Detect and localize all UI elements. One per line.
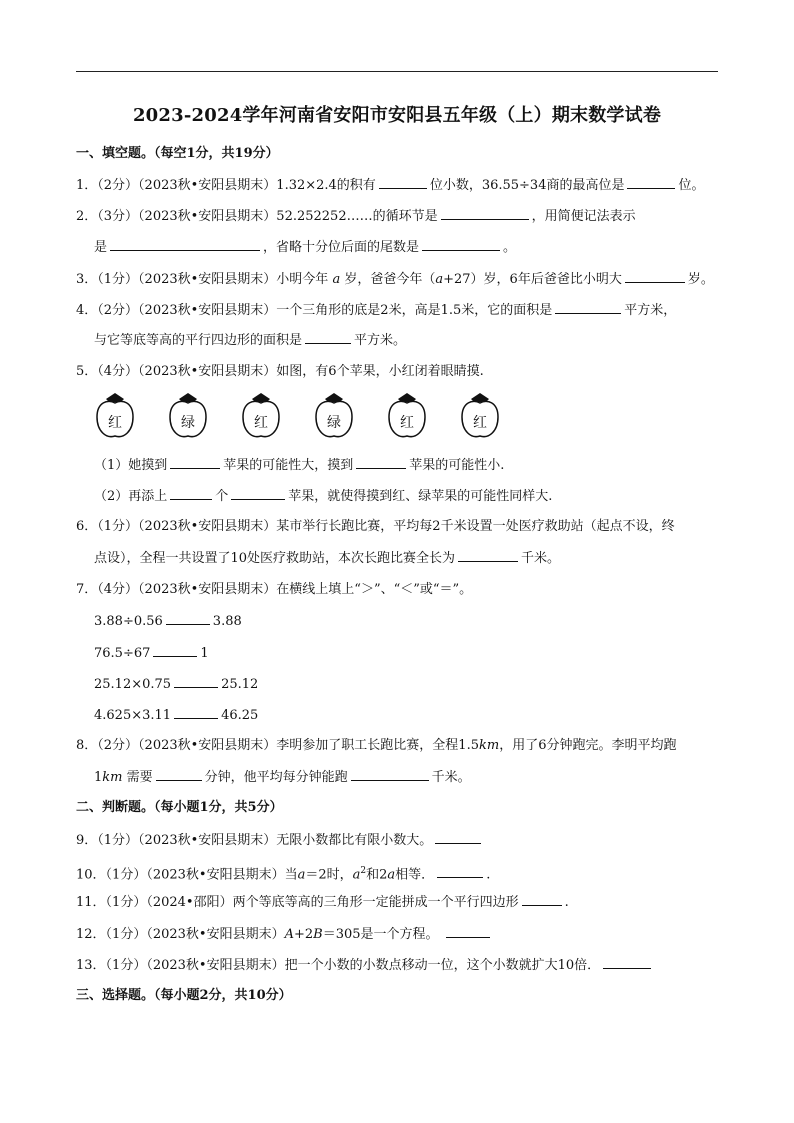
answer-blank[interactable] xyxy=(458,549,518,562)
compare-item: 76.5÷67 1 xyxy=(94,646,209,661)
answer-blank[interactable] xyxy=(174,675,218,688)
answer-blank[interactable] xyxy=(603,956,651,969)
question-13: 13．（1分）（2023秋•安阳县期末）把一个小数的小数点移动一位，这个小数就扩大10倍． xyxy=(76,956,654,975)
header-rule xyxy=(76,71,718,72)
answer-blank[interactable] xyxy=(356,456,406,469)
question-2: 2．（3分）（2023秋•安阳县期末）52.252252……的循环节是 ，用简便记法表示 xyxy=(76,209,636,224)
answer-blank[interactable] xyxy=(522,893,562,906)
question-5-part-1: （1）她摸到 苹果的可能性大，摸到 苹果的可能性小. xyxy=(94,458,505,473)
apple-icon xyxy=(167,393,209,441)
apple-icon xyxy=(313,393,355,441)
answer-blank[interactable] xyxy=(379,176,427,189)
question-7: 7．（4分）（2023秋•安阳县期末）在横线上填上“＞”、“＜”或“＝”。 xyxy=(76,582,473,597)
question-8-cont: 1km 需要 分钟，他平均每分钟能跑 千米。 xyxy=(94,770,471,785)
question-6: 6．（1分）（2023秋•安阳县期末）某市举行长跑比赛，平均每2千米设置一处医疗救助站（起点不设，终 xyxy=(76,519,675,534)
answer-blank[interactable] xyxy=(231,487,285,500)
answer-blank[interactable] xyxy=(422,238,500,251)
answer-blank[interactable] xyxy=(441,207,529,220)
apple-icon xyxy=(459,393,501,441)
question-4-cont: 与它等底等高的平行四边形的面积是 平方米。 xyxy=(94,333,407,348)
page-title: 2023-2024学年河南省安阳市安阳县五年级（上）期末数学试卷 xyxy=(132,105,662,126)
answer-blank[interactable] xyxy=(166,612,210,625)
apple-figure xyxy=(94,393,534,441)
question-3: 3．（1分）（2023秋•安阳县期末）小明今年 a 岁，爸爸今年（a+27）岁，6年后爸爸比小明大 岁。 xyxy=(76,272,714,287)
question-1: 1．（2分）（2023秋•安阳县期末）1.32×2.4的积有 位小数，36.55÷34商的最高位是 位。 xyxy=(76,178,705,193)
apple-icon xyxy=(94,393,136,441)
answer-blank[interactable] xyxy=(625,270,685,283)
answer-blank[interactable] xyxy=(351,768,429,781)
apple-label: 红 xyxy=(108,415,122,431)
question-10: 10．（1分）（2023秋•安阳县期末）当a＝2时，$a^2$和2a相等． . xyxy=(76,866,491,883)
apple-icon xyxy=(386,393,428,441)
answer-blank[interactable] xyxy=(437,865,483,878)
answer-blank[interactable] xyxy=(555,301,621,314)
compare-item: 4.625×3.11 46.25 xyxy=(94,708,259,723)
answer-blank[interactable] xyxy=(110,238,260,251)
answer-blank[interactable] xyxy=(156,768,202,781)
answer-blank[interactable] xyxy=(305,331,351,344)
question-8: 8．（2分）（2023秋•安阳县期末）李明参加了职工长跑比赛，全程1.5km，用了6分钟跑完。李明平均跑 xyxy=(76,738,677,753)
question-11: 11．（1分）（2024•邵阳）两个等底等高的三角形一定能拼成一个平行四边形 . xyxy=(76,895,569,910)
question-2-cont: 是 ，省略十分位后面的尾数是 。 xyxy=(94,240,517,255)
apple-label: 绿 xyxy=(181,415,195,431)
compare-item: 25.12×0.75 25.12 xyxy=(94,677,259,692)
answer-blank[interactable] xyxy=(446,925,490,938)
answer-blank[interactable] xyxy=(174,706,218,719)
answer-blank[interactable] xyxy=(153,644,197,657)
question-5-part-2: （2）再添上 个 苹果，就使得摸到红、绿苹果的可能性同样大. xyxy=(94,489,553,504)
question-4: 4．（2分）（2023秋•安阳县期末）一个三角形的底是2米，高是1.5米，它的面积是 平方米， xyxy=(76,303,677,318)
question-5: 5．（4分）（2023秋•安阳县期末）如图，有6个苹果，小红闭着眼睛摸. xyxy=(76,364,484,379)
section-true-false: 二、判断题。（每小题1分，共5分） xyxy=(76,800,283,815)
section-multiple-choice: 三、选择题。（每小题2分，共10分） xyxy=(76,988,292,1003)
apple-label: 红 xyxy=(254,415,268,431)
answer-blank[interactable] xyxy=(170,487,212,500)
answer-blank[interactable] xyxy=(435,831,481,844)
compare-item: 3.88÷0.56 3.88 xyxy=(94,614,242,629)
section-fill-in: 一、填空题。（每空1分，共19分） xyxy=(76,146,279,161)
question-12: 12．（1分）（2023秋•安阳县期末）A+2B＝305是一个方程。 xyxy=(76,925,493,944)
apple-label: 红 xyxy=(473,415,487,431)
apple-label: 绿 xyxy=(327,415,341,431)
apple-label: 红 xyxy=(400,415,414,431)
question-9: 9．（1分）（2023秋•安阳县期末）无限小数都比有限小数大。 xyxy=(76,831,484,850)
answer-blank[interactable] xyxy=(627,176,675,189)
apple-icon xyxy=(240,393,282,441)
question-6-cont: 点设），全程一共设置了10处医疗救助站，本次长跑比赛全长为 千米。 xyxy=(94,551,561,566)
answer-blank[interactable] xyxy=(170,456,220,469)
